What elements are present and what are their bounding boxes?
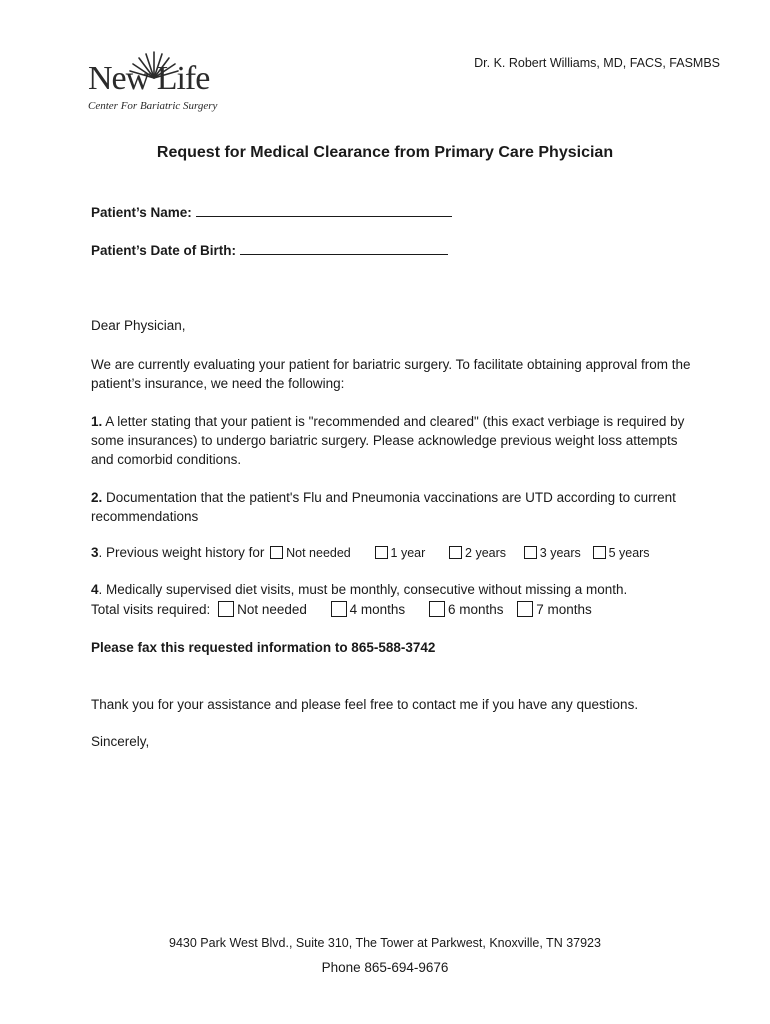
visits-option-not-needed[interactable]: Not needed: [218, 601, 307, 617]
item-1-number: 1.: [91, 414, 103, 429]
checkbox[interactable]: [593, 546, 606, 559]
item-2-number: 2.: [91, 490, 103, 505]
intro-paragraph: We are currently evaluating your patient for bariatric surgery. To facilitate obtaining approval from the patient’s insurance, we need the following:: [91, 357, 691, 391]
dob-field[interactable]: [240, 242, 448, 255]
item-2-text: Documentation that the patient's Flu and Pneumonia vaccinations are UTD according to current recommendations: [91, 490, 676, 524]
dob-row: [91, 242, 448, 258]
footer-address: 9430 Park West Blvd., Suite 310, The Tower at Parkwest, Knoxville, TN 37923: [169, 936, 601, 950]
checkbox[interactable]: [331, 601, 347, 617]
item-1: [91, 412, 701, 469]
item-1-text: A letter stating that your patient is "recommended and cleared" (this exact verbiage is required by some insurances) to undergo bariatric surgery. Please acknowledge previous weight loss attempts and comorbid conditions.: [91, 414, 685, 467]
patient-name-field[interactable]: [196, 204, 452, 217]
weight-option-not-needed[interactable]: Not needed: [270, 546, 351, 560]
new-life-logo: [84, 50, 234, 116]
item-3-number: 3: [91, 545, 99, 560]
item-4-options-row: [91, 601, 592, 617]
item-3: [91, 545, 650, 560]
dob-label: Patient’s Date of Birth:: [91, 243, 237, 258]
item-2: [91, 488, 701, 526]
weight-option-3-years[interactable]: 3 years: [524, 546, 581, 560]
weight-option-5-years[interactable]: 5 years: [593, 546, 650, 560]
fax-instruction: Please fax this requested information to 865-588-3742: [91, 640, 436, 655]
visits-option-4-months[interactable]: 4 months: [331, 601, 406, 617]
checkbox[interactable]: [375, 546, 388, 559]
checkbox[interactable]: [517, 601, 533, 617]
checkbox[interactable]: [429, 601, 445, 617]
greeting: Dear Physician,: [91, 318, 186, 333]
item-4-text: . Medically supervised diet visits, must be monthly, consecutive without missing a month.: [98, 582, 628, 597]
logo-tagline: Center For Bariatric Surgery: [88, 100, 218, 112]
total-visits-label: Total visits required:: [91, 602, 211, 617]
visits-option-6-months[interactable]: 6 months: [429, 601, 504, 617]
item-4: [91, 582, 627, 597]
thanks-line: Thank you for your assistance and please feel free to contact me if you have any questions.: [91, 697, 639, 712]
patient-name-label: Patient’s Name:: [91, 205, 192, 220]
logo-name: New Life: [88, 60, 210, 97]
page-title: Request for Medical Clearance from Primary Care Physician: [156, 144, 614, 161]
weight-option-2-years[interactable]: 2 years: [449, 546, 506, 560]
footer-phone: Phone 865-694-9676: [321, 960, 449, 975]
checkbox[interactable]: [218, 601, 234, 617]
checkbox[interactable]: [270, 546, 283, 559]
item-4-number: 4: [91, 582, 99, 597]
checkbox[interactable]: [524, 546, 537, 559]
patient-name-row: [91, 204, 452, 220]
item-3-text: . Previous weight history for: [98, 545, 265, 560]
visits-option-7-months[interactable]: 7 months: [517, 601, 592, 617]
doctor-name: Dr. K. Robert Williams, MD, FACS, FASMBS: [474, 56, 720, 70]
closing: Sincerely,: [91, 734, 150, 749]
weight-option-1-year[interactable]: 1 year: [375, 546, 426, 560]
checkbox[interactable]: [449, 546, 462, 559]
